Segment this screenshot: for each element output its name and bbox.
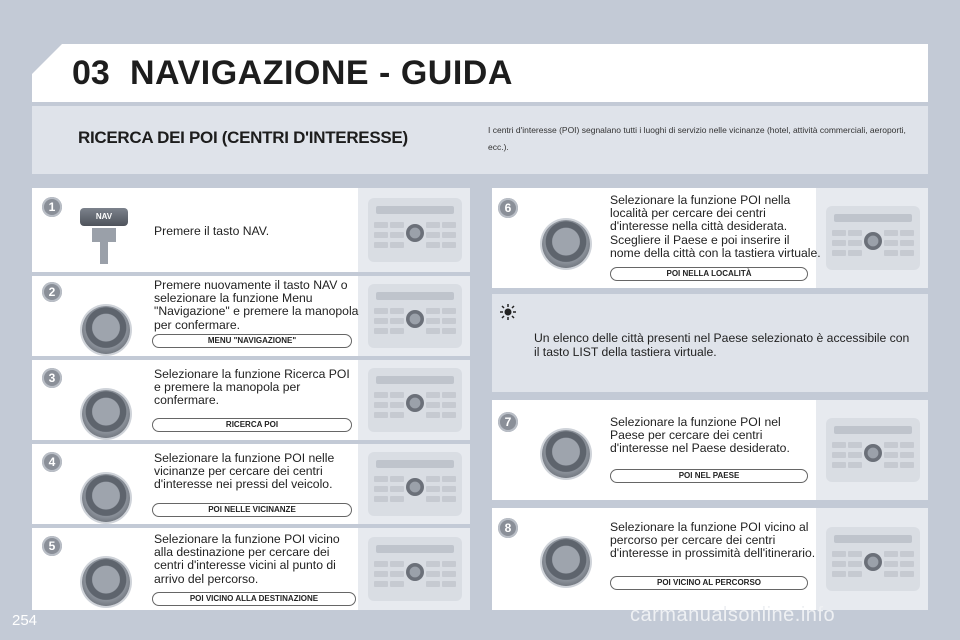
- sun-icon: [500, 304, 516, 320]
- radio-key: [374, 242, 388, 248]
- radio-illustration: [816, 508, 928, 610]
- step-5-menu-label: POI VICINO ALLA DESTINAZIONE: [152, 592, 356, 606]
- radio-key: [900, 240, 914, 246]
- knob-icon: [82, 306, 130, 354]
- radio-key: [390, 581, 404, 587]
- radio-illustration: [358, 188, 470, 272]
- step-6-text: Selezionare la funzione POI nella località per cercare dei centri d'interesse nella città desiderata. Scegliere il Paese e poi inserire il nome della città con la tastiera virtuale.: [610, 193, 821, 260]
- radio-knob: [406, 478, 424, 496]
- radio-illustration: [816, 400, 928, 500]
- radio-key: [848, 551, 862, 557]
- radio-display: [376, 206, 454, 214]
- knob-icon: [82, 558, 130, 606]
- radio-illustration: [358, 360, 470, 440]
- step-5-number: 5: [42, 536, 62, 556]
- knob-icon: [542, 430, 590, 478]
- step-2-text: Premere nuovamente il tasto NAV o selezionare la funzione Menu "Navigazione" e premere la manopola per confermare.: [154, 278, 359, 332]
- radio-key: [900, 462, 914, 468]
- step-8-text: Selezionare la funzione POI vicino al percorso per cercare dei centri d'interesse in prossimità dell'itinerario.: [610, 520, 816, 561]
- radio-key: [848, 462, 862, 468]
- radio-key: [426, 328, 440, 334]
- radio-key: [374, 412, 388, 418]
- radio-illustration: [358, 276, 470, 356]
- radio-unit-icon: [368, 537, 462, 601]
- radio-key: [374, 402, 388, 408]
- radio-key: [390, 402, 404, 408]
- radio-display: [834, 535, 912, 543]
- radio-key: [426, 318, 440, 324]
- radio-key: [426, 561, 440, 567]
- step-8-menu-label: POI VICINO AL PERCORSO: [610, 576, 808, 590]
- radio-key: [848, 442, 862, 448]
- radio-key: [390, 232, 404, 238]
- radio-key: [426, 232, 440, 238]
- radio-key: [832, 240, 846, 246]
- step-1-text: Premere il tasto NAV.: [154, 224, 270, 238]
- radio-key: [442, 222, 456, 228]
- step-1-number: 1: [42, 197, 62, 217]
- radio-key: [426, 412, 440, 418]
- radio-key: [390, 328, 404, 334]
- step-5-text: Selezionare la funzione POI vicino alla destinazione per cercare dei centri d'interesse vicini al punto di arrivo del percorso.: [154, 532, 340, 586]
- radio-key: [442, 496, 456, 502]
- step-3-menu-label: RICERCA POI: [152, 418, 352, 432]
- radio-display: [376, 545, 454, 553]
- radio-unit-icon: [826, 206, 920, 270]
- radio-key: [442, 328, 456, 334]
- step-2-number: 2: [42, 282, 62, 302]
- radio-key: [884, 452, 898, 458]
- radio-key: [884, 250, 898, 256]
- radio-key: [426, 486, 440, 492]
- radio-key: [390, 412, 404, 418]
- radio-key: [374, 232, 388, 238]
- radio-key: [426, 392, 440, 398]
- step-7-number: 7: [498, 412, 518, 432]
- radio-key: [442, 242, 456, 248]
- radio-key: [848, 571, 862, 577]
- step-3-number: 3: [42, 368, 62, 388]
- radio-display: [834, 214, 912, 222]
- radio-key: [832, 452, 846, 458]
- radio-key: [884, 462, 898, 468]
- chapter-number: 03: [72, 54, 110, 92]
- radio-key: [884, 240, 898, 246]
- radio-key: [900, 571, 914, 577]
- radio-key: [374, 222, 388, 228]
- page-number: 254: [12, 612, 38, 629]
- radio-knob: [406, 224, 424, 242]
- radio-key: [884, 571, 898, 577]
- step-6-menu-label: POI NELLA LOCALITÀ: [610, 267, 808, 281]
- radio-key: [390, 476, 404, 482]
- step-7-menu-label: POI NEL PAESE: [610, 469, 808, 483]
- radio-key: [442, 476, 456, 482]
- radio-key: [426, 402, 440, 408]
- step-4-number: 4: [42, 452, 62, 472]
- section-title: RICERCA DEI POI (CENTRI D'INTERESSE): [78, 128, 408, 147]
- radio-unit-icon: [826, 527, 920, 591]
- watermark: carmanualsonline.info: [630, 604, 836, 626]
- radio-knob: [406, 394, 424, 412]
- radio-key: [832, 551, 846, 557]
- radio-key: [442, 232, 456, 238]
- radio-display: [376, 376, 454, 384]
- radio-key: [426, 496, 440, 502]
- radio-key: [442, 392, 456, 398]
- section-intro: I centri d'interesse (POI) segnalano tutti i luoghi di servizio nelle vicinanze (hotel, attività commerciali, aeroporti, ecc.).: [488, 125, 906, 152]
- radio-key: [442, 486, 456, 492]
- radio-knob: [406, 310, 424, 328]
- radio-key: [374, 486, 388, 492]
- radio-key: [374, 318, 388, 324]
- radio-key: [442, 402, 456, 408]
- radio-key: [832, 561, 846, 567]
- radio-key: [374, 328, 388, 334]
- radio-display: [834, 426, 912, 434]
- radio-key: [426, 476, 440, 482]
- radio-key: [374, 581, 388, 587]
- radio-key: [442, 412, 456, 418]
- knob-icon: [82, 474, 130, 522]
- radio-unit-icon: [368, 452, 462, 516]
- radio-key: [900, 442, 914, 448]
- radio-key: [390, 486, 404, 492]
- radio-key: [884, 551, 898, 557]
- radio-key: [390, 222, 404, 228]
- radio-key: [832, 571, 846, 577]
- step-3-text: Selezionare la funzione Ricerca POI e premere la manopola per confermare.: [154, 367, 350, 408]
- radio-key: [390, 561, 404, 567]
- step-4-menu-label: POI NELLE VICINANZE: [152, 503, 352, 517]
- radio-key: [426, 571, 440, 577]
- radio-key: [390, 308, 404, 314]
- header-corner: [32, 44, 62, 74]
- step-4-text: Selezionare la funzione POI nelle vicinanze per cercare dei centri d'interesse nei pressi del veicolo.: [154, 451, 335, 492]
- radio-key: [848, 230, 862, 236]
- radio-key: [390, 242, 404, 248]
- radio-key: [390, 496, 404, 502]
- radio-key: [900, 452, 914, 458]
- radio-key: [426, 242, 440, 248]
- radio-key: [832, 442, 846, 448]
- radio-unit-icon: [368, 198, 462, 262]
- radio-key: [832, 462, 846, 468]
- radio-key: [442, 571, 456, 577]
- radio-key: [426, 581, 440, 587]
- radio-knob: [406, 563, 424, 581]
- radio-key: [374, 308, 388, 314]
- radio-illustration: [816, 188, 928, 288]
- radio-key: [848, 561, 862, 567]
- step-6-number: 6: [498, 198, 518, 218]
- radio-illustration: [358, 444, 470, 524]
- radio-key: [442, 581, 456, 587]
- radio-key: [390, 571, 404, 577]
- radio-key: [374, 476, 388, 482]
- step-2-menu-label: MENU "NAVIGAZIONE": [152, 334, 352, 348]
- page-title: NAVIGAZIONE - GUIDA: [130, 54, 513, 92]
- radio-key: [884, 230, 898, 236]
- radio-knob: [864, 232, 882, 250]
- radio-key: [884, 442, 898, 448]
- radio-key: [900, 551, 914, 557]
- radio-illustration: [358, 528, 470, 610]
- radio-key: [374, 496, 388, 502]
- radio-knob: [864, 553, 882, 571]
- radio-key: [442, 318, 456, 324]
- radio-key: [900, 250, 914, 256]
- radio-key: [900, 561, 914, 567]
- radio-key: [848, 240, 862, 246]
- radio-unit-icon: [368, 368, 462, 432]
- nav-button: NAV: [80, 208, 128, 226]
- step-7-text: Selezionare la funzione POI nel Paese per cercare dei centri d'interesse nel Paese desiderato.: [610, 415, 790, 456]
- radio-key: [848, 250, 862, 256]
- radio-display: [376, 460, 454, 468]
- radio-knob: [864, 444, 882, 462]
- radio-key: [374, 561, 388, 567]
- radio-key: [374, 392, 388, 398]
- radio-key: [390, 318, 404, 324]
- radio-key: [832, 230, 846, 236]
- radio-key: [442, 561, 456, 567]
- radio-key: [426, 222, 440, 228]
- radio-key: [442, 308, 456, 314]
- radio-key: [832, 250, 846, 256]
- knob-icon: [82, 390, 130, 438]
- knob-icon: [542, 538, 590, 586]
- radio-unit-icon: [826, 418, 920, 482]
- radio-key: [374, 571, 388, 577]
- radio-key: [884, 561, 898, 567]
- tip-text: Un elenco delle città presenti nel Paese selezionato è accessibile con il tasto LIST della tastiera virtuale.: [534, 331, 910, 359]
- radio-key: [848, 452, 862, 458]
- radio-key: [426, 308, 440, 314]
- knob-icon: [542, 220, 590, 268]
- radio-unit-icon: [368, 284, 462, 348]
- radio-key: [900, 230, 914, 236]
- press-arrow-icon: [86, 226, 122, 266]
- step-8-number: 8: [498, 518, 518, 538]
- radio-key: [390, 392, 404, 398]
- radio-display: [376, 292, 454, 300]
